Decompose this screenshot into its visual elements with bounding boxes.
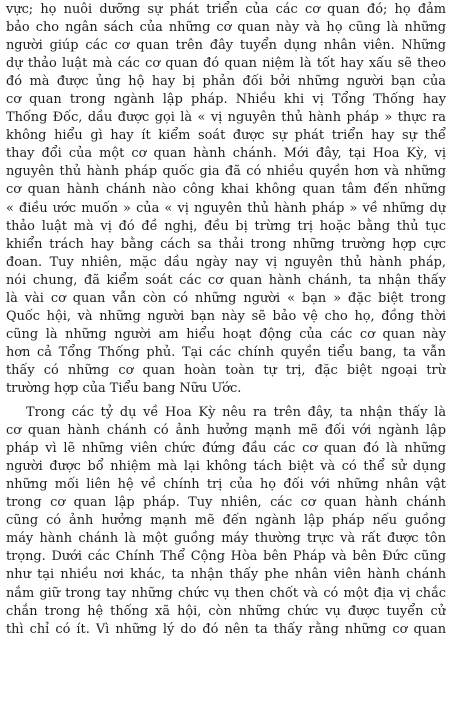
text-line: không hiểu gì hay ít kiểm soát được sự phát triển hay sự thể <box>6 128 446 144</box>
text-line: trọng. Dưới các Chính Thể Cộng Hòa bên Pháp và bên Đức cũng <box>6 549 446 565</box>
text-line: đoan. Tuy nhiên, mặc dầu ngày nay vị nguyên thủ hành pháp, <box>6 254 446 270</box>
text-line: thấy có những cơ quan hoàn toàn tự trị, đặc biệt ngoại trừ <box>6 362 446 378</box>
document-page <box>6 0 446 701</box>
text-line: máy hành chánh là một guồng máy thường trực và rất được tôn <box>6 531 446 547</box>
text-line: Quốc hội, và những người bạn này sẽ bảo vệ cho họ, đồng thời <box>6 308 446 324</box>
text-line: như tại nhiều nơi khác, ta nhận thấy phe nhân viên hành chánh <box>6 567 446 583</box>
text-line: thì chỉ có ít. Vì những lý do đó nên ta thấy rằng những cơ quan <box>6 621 446 637</box>
paragraph-1 <box>6 1 446 398</box>
text-line: trường hợp của Tiểu bang Nữu Ước. <box>6 380 242 396</box>
text-line: người giúp các cơ quan trên đây tuyển dụng nhân viên. Những <box>6 38 446 54</box>
text-line: cơ quan hành chánh có ảnh hưởng mạnh mẽ đối với ngành lập <box>6 423 446 439</box>
text-line: chắn trong hệ thống xã hội, còn những chức vụ được tuyển cử <box>6 603 446 619</box>
text-line: dự thảo luật mà các cơ quan đó quan niệm là tốt hay xấu sẽ theo <box>6 56 446 72</box>
text-line: vực; họ nuôi dưỡng sự phát triển của các cơ quan đó; họ đảm <box>6 2 446 17</box>
text-line: đó mà được ủng hộ hay bị phản đối bởi những người bạn của <box>6 74 446 90</box>
text-line: bảo cho ngân sách của những cơ quan này và họ cũng là những <box>6 20 446 36</box>
text-line: cũng là những người am hiểu hoạt động của các cơ quan này <box>6 326 446 342</box>
text-line: Thống Đốc, dầu được gọi là « vị nguyên thủ hành pháp » thực ra <box>6 110 446 126</box>
text-line: hơn cả Tổng Thống phủ. Tại các chính quyền tiểu bang, ta vẫn <box>6 344 446 360</box>
text-line: « điều ước muốn » của « vị nguyên thủ hành pháp » về những dự <box>6 200 446 216</box>
text-line: cơ quan hành chánh nào công khai không quan tâm đến những <box>6 182 446 198</box>
text-line: khiển trách hay bằng cách sa thải trong những trường hợp cực <box>6 236 446 252</box>
text-line: cơ quan trong ngành lập pháp. Nhiều khi vị Tổng Thống hay <box>6 92 446 108</box>
text-line: thảo luật mà vị đó đề nghị, đều bị trừng trị hoặc bằng thủ tục <box>6 218 446 234</box>
text-line: cũng có ảnh hưởng mạnh mẽ đến ngành lập pháp nếu guồng <box>6 513 446 529</box>
text-line: là vài cơ quan vẫn còn có những người « bạn » đặc biệt trong <box>6 290 446 306</box>
text-line: người được bổ nhiệm mà lại không tách biệt và có thể sử dụng <box>6 459 446 475</box>
text-line: trong cơ quan lập pháp. Tuy nhiên, các cơ quan hành chánh <box>6 495 446 511</box>
text-line: nói chung, đã kiểm soát các cơ quan hành chánh, ta nhận thấy <box>6 272 446 288</box>
text-line: những mối liên hệ về chính trị của họ đối với những nhân vật <box>6 477 446 493</box>
text-line: nguyên thủ hành pháp quốc gia đã có nhiều quyền hơn và những <box>6 164 446 180</box>
text-line: Trong các tỷ dụ về Hoa Kỳ nêu ra trên đây, ta nhận thấy là <box>26 405 446 421</box>
text-line: pháp vì lẽ những viên chức đứng đầu các cơ quan đó là những <box>6 441 446 457</box>
text-line: thay đổi của một cơ quan hành chánh. Mới đây, tại Hoa Kỳ, vị <box>6 146 446 162</box>
text-line: nắm giữ trong tay những chức vụ then chốt và có một địa vị chắc <box>6 585 446 601</box>
paragraph-2 <box>6 404 446 639</box>
